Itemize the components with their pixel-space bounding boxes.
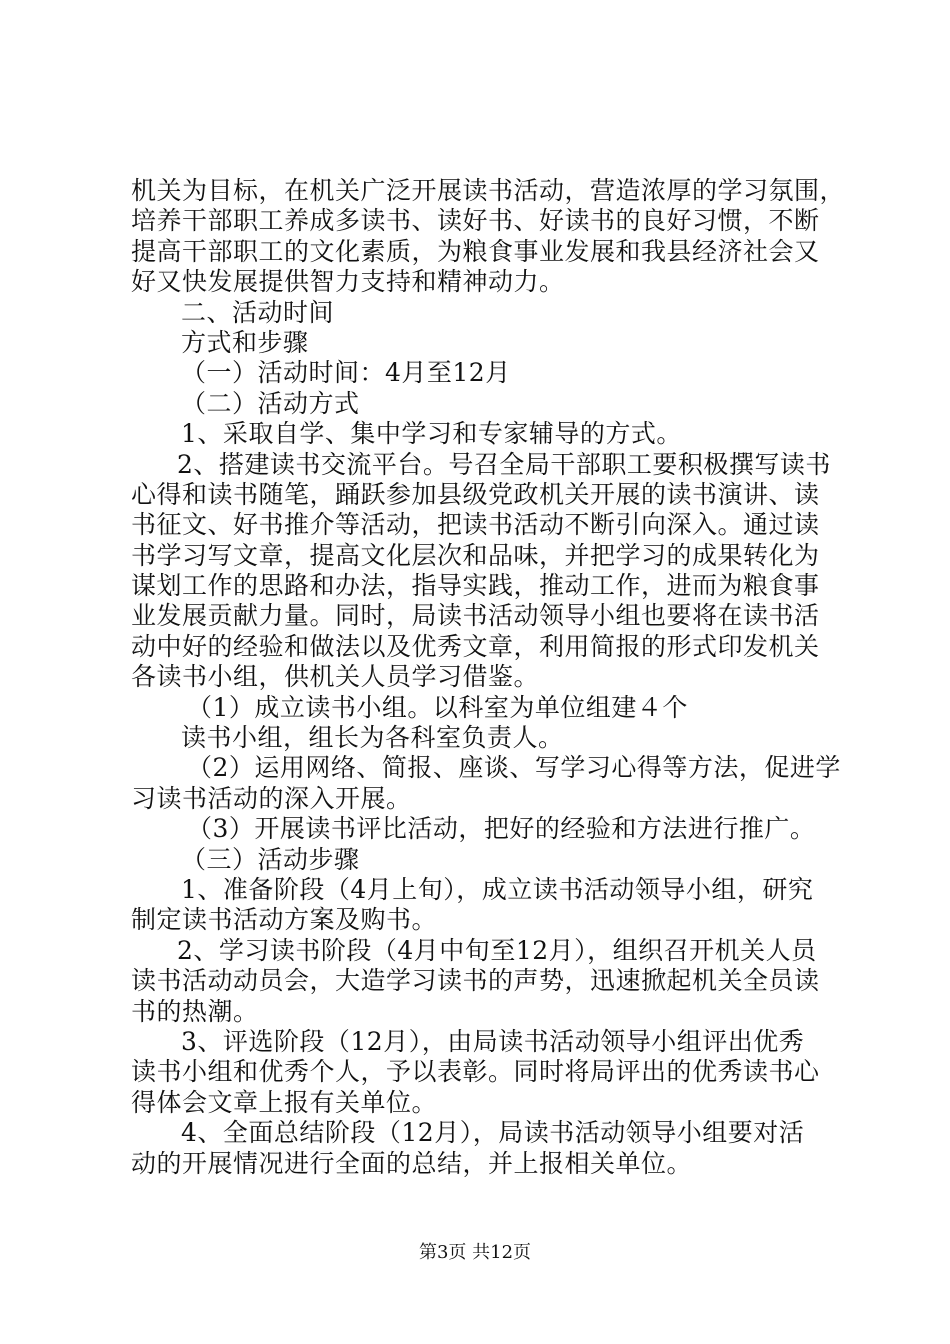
body-line: 书征文、好书推介等活动，把读书活动不断引向深入。通过读 (131, 510, 820, 540)
list-item: （2）运用网络、简报、座谈、写学习心得等方法，促进学 (187, 753, 841, 783)
subsection-heading: （三）活动步骤 (181, 844, 360, 874)
body-line: 动中好的经验和做法以及优秀文章，利用简报的形式印发机关 (131, 631, 820, 661)
list-item: 2、学习读书阶段（4月中旬至12月），组织召开机关人员 (177, 935, 817, 965)
body-line: 读书小组和优秀个人，予以表彰。同时将局评出的优秀读书心 (131, 1057, 820, 1087)
body-line: 谋划工作的思路和办法，指导实践，推动工作，进而为粮食事 (131, 571, 820, 601)
subsection-heading: （一）活动时间：4月至12月 (181, 358, 511, 388)
body-line: 培养干部职工养成多读书、读好书、好读书的良好习惯，不断 (131, 206, 820, 236)
body-line: 书学习写文章，提高文化层次和品味，并把学习的成果转化为 (131, 540, 820, 570)
body-line: 动的开展情况进行全面的总结，并上报相关单位。 (131, 1148, 693, 1178)
body-line: 机关为目标，在机关广泛开展读书活动，营造浓厚的学习氛围， (131, 176, 846, 205)
list-item: 3、评选阶段（12月），由局读书活动领导小组评出优秀 (181, 1026, 805, 1056)
list-item: 2、搭建读书交流平台。号召全局干部职工要积极撰写读书 (177, 449, 831, 479)
body-line: 各读书小组，供机关人员学习借鉴。 (131, 662, 540, 692)
subsection-heading: （二）活动方式 (181, 388, 360, 418)
body-line: 心得和读书随笔，踊跃参加县级党政机关开展的读书演讲、读 (131, 479, 820, 509)
body-line: 书的热潮。 (131, 996, 259, 1026)
body-line: 业发展贡献力量。同时，局读书活动领导小组也要将在读书活 (131, 601, 820, 631)
body-line: 读书小组，组长为各科室负责人。 (181, 723, 564, 753)
list-item: （3）开展读书评比活动，把好的经验和方法进行推广。 (187, 814, 816, 844)
body-line: 制定读书活动方案及购书。 (131, 905, 438, 935)
list-item: （1）成立读书小组。以科室为单位组建４个 (187, 692, 688, 722)
body-line: 提高干部职工的文化素质，为粮食事业发展和我县经济社会又 (131, 236, 820, 266)
body-line: 得体会文章上报有关单位。 (131, 1087, 438, 1117)
list-item: 1、准备阶段（4月上旬），成立读书活动领导小组，研究 (181, 874, 814, 904)
body-line: 习读书活动的深入开展。 (131, 783, 412, 813)
list-item: 4、全面总结阶段（12月），局读书活动领导小组要对活 (181, 1118, 805, 1148)
body-line: 读书活动动员会，大造学习读书的声势，迅速掀起机关全员读 (131, 966, 820, 996)
section-heading-continued: 方式和步骤 (181, 327, 309, 357)
list-item: 1、采取自学、集中学习和专家辅导的方式。 (181, 419, 682, 449)
document-body (131, 176, 846, 1179)
page-number: 第3页 共12页 (418, 1242, 532, 1263)
section-heading: 二、活动时间 (181, 297, 335, 327)
body-line: 好又快发展提供智力支持和精神动力。 (131, 267, 565, 297)
